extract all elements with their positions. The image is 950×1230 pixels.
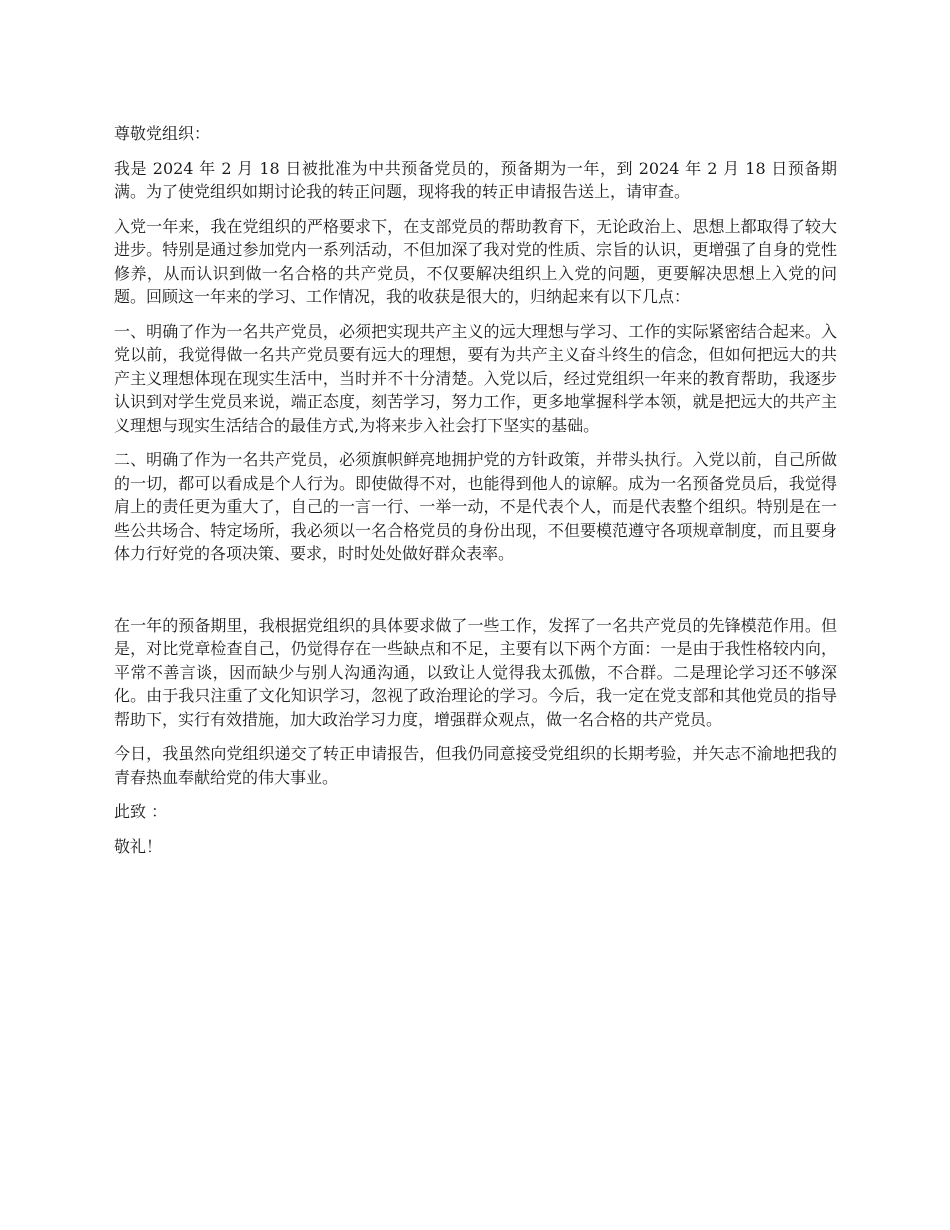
paragraph-point-two: 二、明确了作为一名共产党员，必须旗帜鲜亮地拥护党的方针政策，并带头执行。入党以前，自己所做的一切，都可以看成是个人行为。即使做得不对，也能得到他人的谅解。成为一名预备党员后，我觉得肩上的责任更为重大了，自己的一言一行、一举一动，不是代表个人，而是代表整个组织。特别是在一些公共场合、特定场所，我必须以一名合格党员的身份出现，不但要模范遵守各项规章制度，而且要身体力行好党的各项决策、要求，时时处处做好群众表率。 — [114, 450, 837, 563]
document-body — [114, 122, 837, 869]
paragraph-point-one: 一、明确了作为一名共产党员，必须把实现共产主义的远大理想与学习、工作的实际紧密结合起来。入党以前，我觉得做一名共产党员要有远大的理想，要有为共产主义奋斗终生的信念，但如何把远大的共产主义理想体现在现实生活中，当时并不十分清楚。入党以后，经过党组织一年来的教育帮助，我逐步认识到对学生党员来说，端正态度，刻苦学习，努力工作，更多地掌握科学本领，就是把远大的共产主义理想与现实生活结合的最佳方式,为将来步入社会打下坚实的基础。 — [114, 321, 837, 435]
paragraph-application: 我是 2024 年 2 月 18 日被批准为中共预备党员的，预备期为一年，到 2024 年 2 月 18 日预备期满。为了使党组织如期讨论我的转正问题，现将我的转正申请报告送上，请审查。 — [114, 158, 837, 201]
salutation: 尊敬党组织： — [114, 124, 211, 143]
paragraph-shortcomings: 在一年的预备期里，我根据党组织的具体要求做了一些工作，发挥了一名共产党员的先锋模范作用。但是，对比党章检查自己，仍觉得存在一些缺点和不足，主要有以下两个方面：一是由于我性格较内向，平常不善言谈，因而缺少与别人沟通沟通，以致让人觉得我太孤傲，不合群。二是理论学习还不够深化。由于我只注重了文化知识学习，忽视了政治理论的学习。今后，我一定在党支部和其他党员的指导帮助下，实行有效措施，加大政治学习力度，增强群众观点，做一名合格的共产党员。 — [114, 615, 837, 729]
regards-line: 敬礼！ — [114, 836, 163, 856]
blank-gap — [114, 577, 837, 614]
closing-line: 此致 ： — [114, 802, 168, 821]
paragraph-progress: 入党一年来，我在党组织的严格要求下，在支部党员的帮助教育下，无论政治上、思想上都取得了较大进步。特别是通过参加党内一系列活动，不但加深了我对党的性质、宗旨的认识，更增强了自身的党性修养，从而认识到做一名合格的共产党员，不仅要解决组织上入党的问题，更要解决思想上入党的问题。回顾这一年来的学习、工作情况，我的收获是很大的，归纳起来有以下几点： — [114, 216, 837, 306]
paragraph-commitment: 今日，我虽然向党组织递交了转正申请报告，但我仍同意接受党组织的长期考验，并矢志不渝地把我的青春热血奉献给党的伟大事业。 — [114, 744, 837, 787]
